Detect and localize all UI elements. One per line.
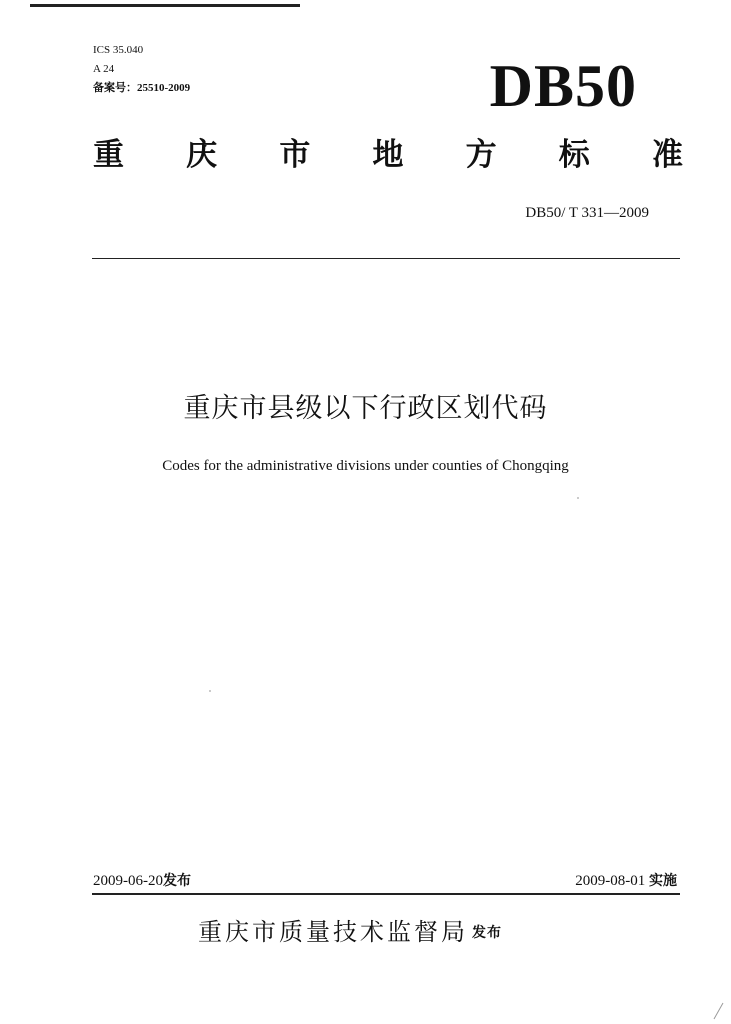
scan-corner-mark	[711, 1002, 725, 1020]
standard-number: DB50/ T 331—2009	[525, 205, 649, 221]
standard-type-char: 市	[279, 137, 311, 173]
issue-date-value: 2009-06-20	[93, 873, 163, 889]
issue-date	[93, 874, 191, 889]
standard-type-char: 标	[558, 137, 590, 173]
ics-code: ICS 35.040	[93, 44, 144, 56]
implement-date-suffix: 实施	[649, 873, 677, 889]
scan-speck	[577, 497, 579, 499]
standard-type-char: 方	[465, 137, 497, 173]
title-chinese: 重庆市县级以下行政区划代码	[183, 393, 548, 424]
standard-type-name	[93, 137, 683, 173]
scan-speck	[209, 690, 211, 692]
authority-name: 重庆市质量技术监督局	[198, 918, 468, 946]
authority-issue-word: 发布	[472, 925, 502, 941]
scan-edge-mark	[30, 4, 300, 7]
implement-date-value: 2009-08-01	[575, 873, 646, 889]
standard-type-char: 庆	[186, 137, 218, 173]
title-english: Codes for the administrative divisions under counties of Chongqing	[162, 458, 569, 474]
standard-type-char: 准	[651, 137, 683, 173]
issuing-authority	[198, 920, 502, 944]
header-divider	[92, 258, 680, 259]
ccs-code: A 24	[93, 63, 115, 75]
db-mark: DB50	[489, 53, 637, 119]
footer-divider	[92, 893, 680, 895]
filing-number: 备案号：25510-2009	[93, 82, 191, 94]
issue-date-suffix: 发布	[163, 873, 191, 889]
implement-date	[575, 874, 677, 889]
standard-type-char: 重	[93, 137, 124, 173]
standard-type-char: 地	[372, 137, 404, 173]
